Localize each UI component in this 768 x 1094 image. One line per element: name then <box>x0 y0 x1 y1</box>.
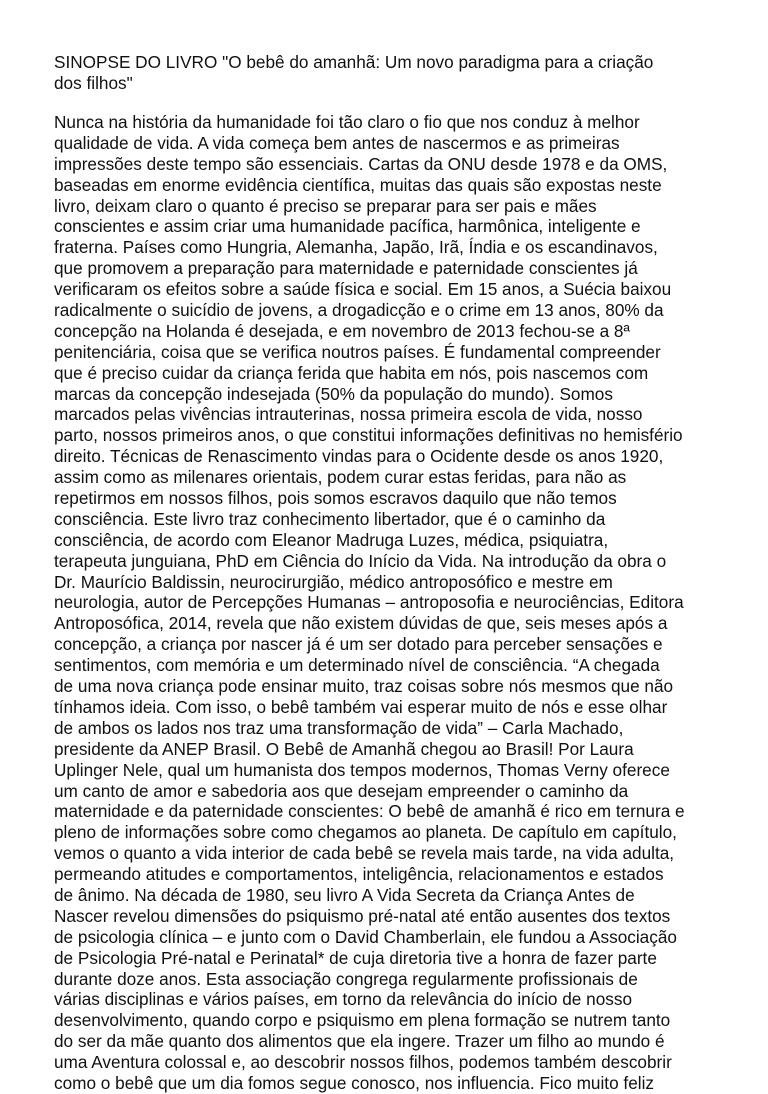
body-line: repetirmos em nossos filhos, pois somos escravos daquilo que não temos <box>54 488 617 509</box>
body-line: marcados pelas vivências intrauterinas, nossa primeira escola de vida, nosso <box>54 404 643 425</box>
body-line: Nascer revelou dimensões do psiquismo pré-natal até então ausentes dos textos <box>54 905 671 926</box>
document-title <box>54 52 734 94</box>
body-line: impressões deste tempo são essenciais. Cartas da ONU desde 1978 e da OMS, <box>54 153 668 174</box>
body-line: qualidade de vida. A vida começa bem antes de nascermos e as primeiras <box>54 132 620 153</box>
body-line: vemos o quanto a vida interior de cada bebê se revela mais tarde, na vida adulta, <box>54 843 675 864</box>
body-line: Uplinger Nele, qual um humanista dos tempos modernos, Thomas Verny oferece <box>54 759 670 780</box>
body-line: várias disciplinas e vários países, em torno da relevância do início de nosso <box>54 989 632 1010</box>
body-line: parto, nossos primeiros anos, o que constitui informações definitivas no hemisfério <box>54 425 683 446</box>
body-line: do ser da mãe quanto dos alimentos que ela ingere. Trazer um filho ao mundo é <box>54 1031 665 1052</box>
body-line: marcas da concepção indesejada (50% da população do mundo). Somos <box>54 383 613 404</box>
body-line: sentimentos, com memória e um determinado nível de consciência. “A chegada <box>54 655 660 676</box>
title-line: SINOPSE DO LIVRO "O bebê do amanhã: Um novo paradigma para a criação <box>54 52 654 72</box>
body-line: consciência, de acordo com Eleanor Madruga Luzes, médica, psiquiatra, <box>54 529 609 550</box>
body-line: de ambos os lados nos traz uma transformação de vida” – Carla Machado, <box>54 717 624 738</box>
body-line: livro, deixam claro o quanto é preciso se preparar para ser pais e mães <box>54 195 597 216</box>
body-line: concepção, a criança por nascer já é um ser dotado para perceber sensações e <box>54 634 663 655</box>
body-line: assim como as milenares orientais, podem curar estas feridas, para não as <box>54 467 627 488</box>
body-line: baseadas em enorme evidência científica, muitas das quais são expostas neste <box>54 174 662 195</box>
body-line: durante doze anos. Esta associação congrega regularmente profissionais de <box>54 968 638 989</box>
title-line: dos filhos" <box>54 72 133 93</box>
body-line: fraterna. Países como Hungria, Alemanha, Japão, Irã, Índia e os escandinavos, <box>54 237 658 258</box>
body-line: neurologia, autor de Percepções Humanas – antroposofia e neurociências, Editora <box>54 592 684 613</box>
body-line: desenvolvimento, quando corpo e psiquismo em plena formação se nutrem tanto <box>54 1010 671 1031</box>
body-line: que é preciso cuidar da criança ferida que habita em nós, pois nascemos com <box>54 362 649 383</box>
body-line: Nunca na história da humanidade foi tão claro o fio que nos conduz à melhor <box>54 112 640 132</box>
body-line: pleno de informações sobre como chegamos ao planeta. De capítulo em capítulo, <box>54 822 677 843</box>
body-line: radicalmente o suicídio de jovens, a drogadicção e o crime em 13 anos, 80% da <box>54 300 664 321</box>
body-line: penitenciária, coisa que se verifica noutros países. É fundamental compreender <box>54 341 661 362</box>
body-line: consciência. Este livro traz conhecimento libertador, que é o caminho da <box>54 508 606 529</box>
body-line: de ânimo. Na década de 1980, seu livro A Vida Secreta da Criança Antes de <box>54 884 635 905</box>
body-line: presidente da ANEP Brasil. O Bebê de Amanhã chegou ao Brasil! Por Laura <box>54 738 634 759</box>
document-body <box>54 112 734 1094</box>
body-line: de uma nova criança pode ensinar muito, traz coisas sobre nós mesmos que não <box>54 676 674 697</box>
body-line: tínhamos ideia. Com isso, o bebê também vai esperar muito de nós e esse olhar <box>54 696 668 717</box>
body-line: conscientes e assim criar uma humanidade pacífica, harmônica, inteligente e <box>54 216 641 237</box>
body-line: permeando atitudes e comportamentos, inteligência, relacionamentos e estados <box>54 864 664 885</box>
body-line: que promovem a preparação para maternidade e paternidade conscientes já <box>54 258 638 279</box>
body-line: de Psicologia Pré-natal e Perinatal* de cuja diretoria tive a honra de fazer parte <box>54 947 657 968</box>
body-line: concepção na Holanda é desejada, e em novembro de 2013 fechou-se a 8ª <box>54 320 630 341</box>
body-line: Dr. Maurício Baldissin, neurocirurgião, médico antroposófico e mestre em <box>54 571 613 592</box>
body-line: maternidade e da paternidade conscientes: O bebê de amanhã é rico em ternura e <box>54 801 685 822</box>
body-line: como o bebê que um dia fomos segue conosco, nos influencia. Fico muito feliz <box>54 1072 654 1093</box>
body-line: um canto de amor e sabedoria aos que desejam empreender o caminho da <box>54 780 629 801</box>
body-line: direito. Técnicas de Renascimento vindas para o Ocidente desde os anos 1920, <box>54 446 664 467</box>
body-line: de psicologia clínica – e junto com o David Chamberlain, ele fundou a Associação <box>54 926 677 947</box>
body-line: Antroposófica, 2014, revela que não existem dúvidas de que, seis meses após a <box>54 613 668 634</box>
body-line: verificaram os efeitos sobre a saúde física e social. Em 15 anos, a Suécia baixou <box>54 279 672 300</box>
body-line: uma Aventura colossal e, ao descobrir nossos filhos, podemos também descobrir <box>54 1052 672 1073</box>
body-line: terapeuta junguiana, PhD em Ciência do Início da Vida. Na introdução da obra o <box>54 550 667 571</box>
